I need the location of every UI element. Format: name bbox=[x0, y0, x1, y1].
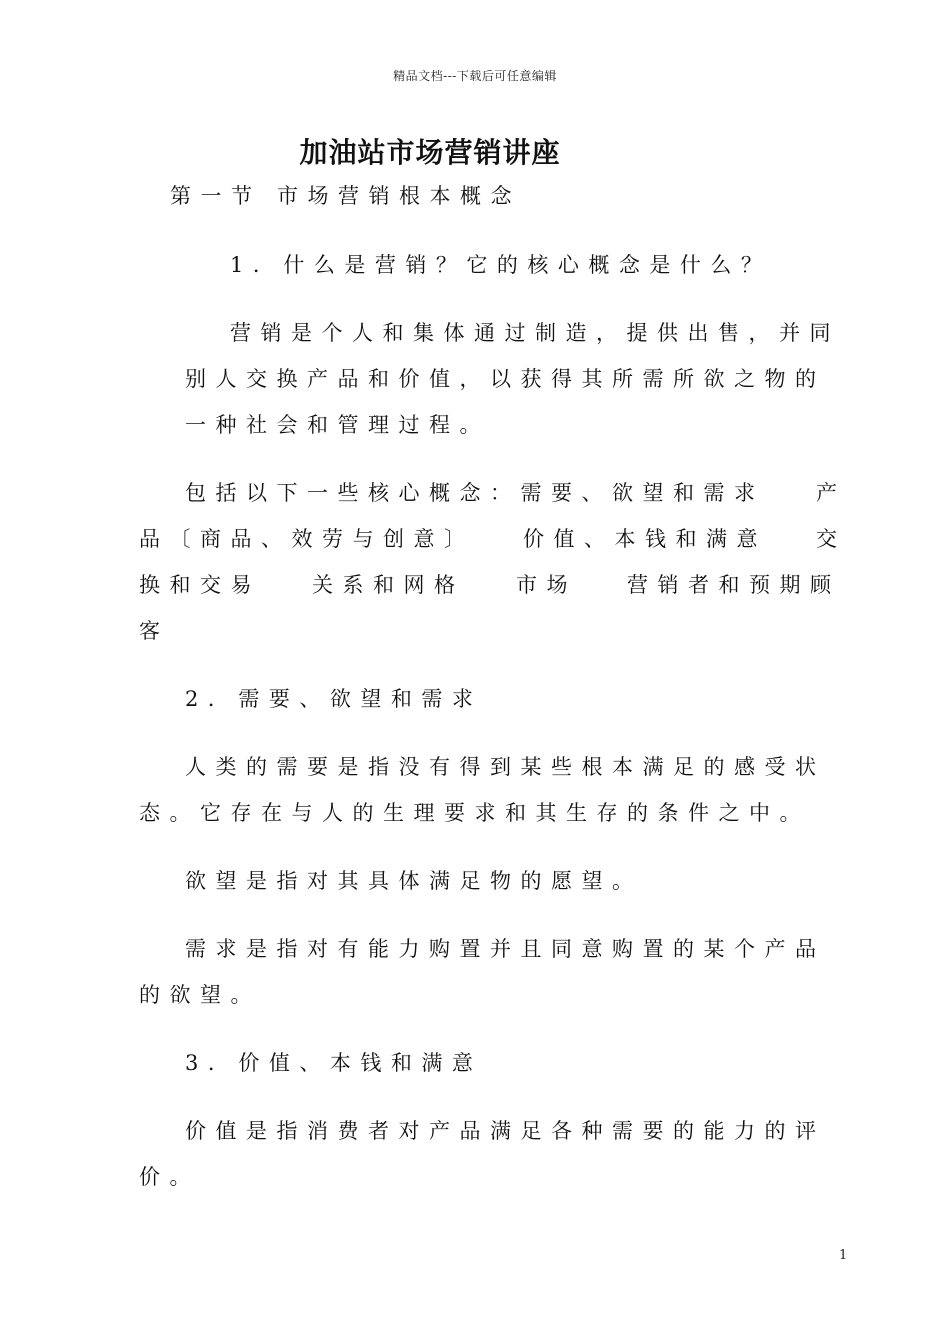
page-header: 精品文档---下载后可任意编辑 bbox=[393, 69, 557, 83]
paragraph-1-line-2: 别人交换产品和价值，以获得其所需所欲之物的 bbox=[185, 367, 826, 391]
paragraph-5-line-2: 价。 bbox=[139, 1165, 200, 1189]
page-number: 1 bbox=[839, 1248, 848, 1263]
paragraph-3: 欲望是指对其具体满足物的愿望。 bbox=[185, 869, 643, 893]
paragraph-1-line-3: 一种社会和管理过程。 bbox=[185, 413, 490, 437]
document-title: 加油站市场营销讲座 bbox=[299, 136, 561, 169]
concepts-line-2-item-1: 品〔商品、效劳与创意〕 bbox=[139, 527, 475, 551]
paragraph-4-line-1: 需求是指对有能力购置并且同意购置的某个产品 bbox=[185, 937, 826, 961]
concepts-line-3-item-4: 营销者和预期顾 bbox=[627, 573, 841, 597]
question-1-heading: 1．什么是营销？它的核心概念是什么？ bbox=[230, 253, 772, 277]
paragraph-1-line-1: 营销是个人和集体通过制造，提供出售，并同 bbox=[230, 321, 840, 345]
question-3-heading: 3．价值、本钱和满意 bbox=[185, 1051, 483, 1075]
concepts-line-4: 客 bbox=[139, 619, 170, 643]
question-2-heading: 2．需要、欲望和需求 bbox=[185, 687, 483, 711]
section-number: 第一节 bbox=[170, 184, 262, 208]
concepts-line-2-item-2: 价值、本钱和满意 bbox=[523, 527, 767, 551]
concepts-line-1: 包括以下一些核心概念：需要、欲望和需求 bbox=[185, 481, 765, 505]
paragraph-5-line-1: 价值是指消费者对产品满足各种需要的能力的评 bbox=[185, 1119, 826, 1143]
concepts-line-3-item-3: 市场 bbox=[516, 573, 577, 597]
paragraph-2-line-1: 人类的需要是指没有得到某些根本满足的感受状 bbox=[185, 755, 826, 779]
concepts-line-1-item: 产 bbox=[816, 481, 847, 505]
concepts-line-2-item-3: 交 bbox=[816, 527, 847, 551]
paragraph-2-line-2: 态。它存在与人的生理要求和其生存的条件之中。 bbox=[139, 801, 810, 825]
concepts-line-3-item-1: 换和交易 bbox=[139, 573, 261, 597]
paragraph-4-line-2: 的欲望。 bbox=[139, 983, 261, 1007]
section-title: 市场营销根本概念 bbox=[277, 184, 521, 208]
concepts-line-3-item-2: 关系和网格 bbox=[312, 573, 465, 597]
